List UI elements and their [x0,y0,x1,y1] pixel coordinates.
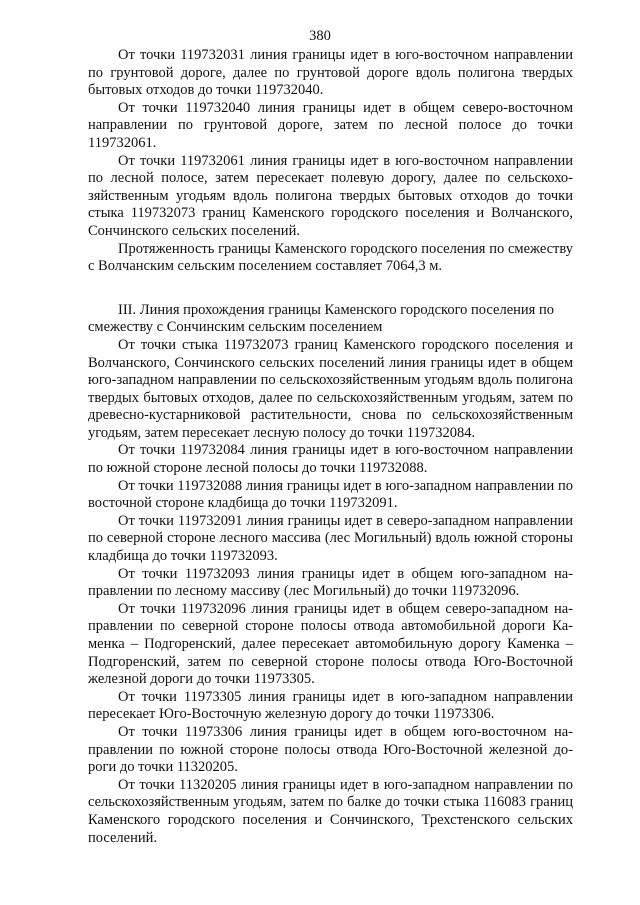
paragraph: От точки 11320205 линия границы идет в юго-западном направлении по сельскохозяйственным угодьям, затем по балке до точки стыка 116083 границ Каменского городского поселения и Сончинского, Трехстенского сельских поселений. [88,776,573,846]
paragraph: От точки стыка 119732073 границ Каменского городского поселения и Волчанского, Сончинского сельских поселений линия границы идет в общем юго-западном направлении по сельскохозяйственным угодьям вдоль полигона твердых бытовых отходов, далее по сельскохозяйственным угодьям, затем по древесно-кустарниковой растительности, снова по сельскохозяйственным угодьям, затем пересекает лесную полосу до точки 119732084. [88,336,573,441]
page-number: 380 [309,28,331,44]
paragraph: От точки 119732091 линия границы идет в северо-западном направлении по северной стороне лесного массива (лес Могильный) вдоль южной стороны кладбища до точки 119732093. [88,512,573,565]
section-gap [88,276,573,302]
paragraph: От точки 119732088 линия границы идет в юго-западном направлении по восточной стороне кладбища до точки 119732091. [88,477,573,512]
document-body [88,47,573,847]
paragraph: От точки 11973305 линия границы идет в юго-западном направлении пересекает Юго-Восточную железную дорогу до точки 11973306. [88,688,573,723]
section-heading: III. Линия прохождения границы Каменского городского поселения по смежеству с Сончинским сельским поселением [88,301,554,336]
paragraph: От точки 119732093 линия границы идет в общем юго-западном направлении по лесному массиву (лес Могильный) до точки 119732096. [88,565,573,600]
paragraph: От точки 119732096 линия границы идет в общем северо-западном направлении по северной стороне полосы отвода автомобильной дороги Каменка – Подгоренский, далее пересекает автомобильную дорогу Каменка – Подгоренский, затем по северной стороне полосы отвода Юго-Восточной железной дороги до точки 11973305. [88,600,573,688]
paragraph: От точки 119732084 линия границы идет в юго-восточном направлении по южной стороне лесной полосы до точки 119732088. [88,442,573,477]
paragraph: От точки 11973306 линия границы идет в общем юго-восточном направлении по южной стороне полосы отвода Юго-Восточной железной дороги до точки 11320205. [88,723,573,776]
paragraph: От точки 119732031 линия границы идет в юго-восточном направлении по грунтовой дороге, далее по грунтовой дороге вдоль полигона твердых бытовых отходов до точки 119732040. [88,47,573,99]
paragraph: От точки 119732061 линия границы идет в юго-восточном направлении по лесной полосе, затем пересекает полевую дорогу, далее по сельскохозяйственным угодьям вдоль полигона твердых бытовых отходов до точки стыка 119732073 границ Каменского городского поселения и Волчанского, Сончинского сельских поселений. [88,152,573,239]
paragraph-summary: Протяженность границы Каменского городского поселения по смежеству с Волчанским сельским поселением составляет 7064,3 м. [88,240,573,275]
paragraph: От точки 119732040 линия границы идет в общем северо-восточном направлении по грунтовой дороге, затем по лесной полосе до точки 119732061. [88,99,573,151]
